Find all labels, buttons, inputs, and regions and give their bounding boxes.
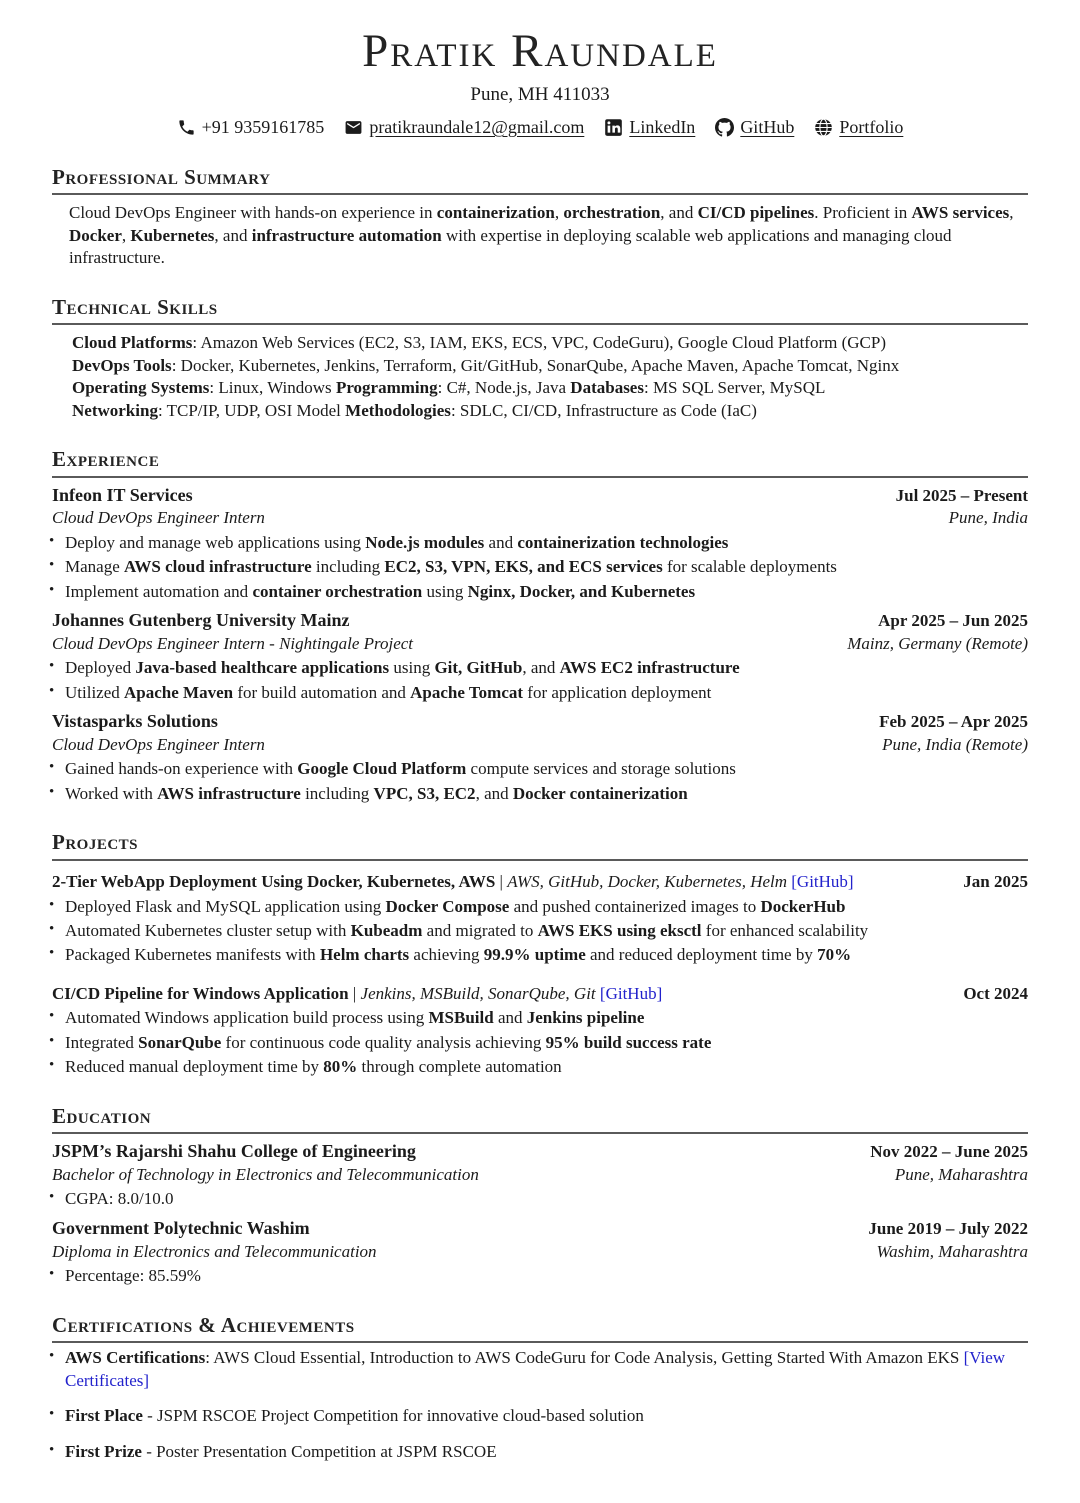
section-summary bbox=[52, 164, 1028, 270]
company-name: Vistasparks Solutions bbox=[52, 711, 218, 732]
degree-name: Diploma in Electronics and Telecommunication bbox=[52, 1241, 377, 1261]
list-item: • Deployed Java-based healthcare applications using Git, GitHub, and AWS EC2 infrastructure bbox=[46, 657, 1028, 679]
list-item: • Worked with AWS infrastructure including VPC, S3, EC2, and Docker containerization bbox=[46, 783, 1028, 805]
list-item: • Automated Windows application build process using MSBuild and Jenkins pipeline bbox=[46, 1007, 1028, 1029]
date-range: Feb 2025 – Apr 2025 bbox=[879, 712, 1028, 732]
email-icon bbox=[344, 118, 363, 137]
phone-number: +91 9359161785 bbox=[201, 116, 325, 137]
contact-row bbox=[52, 116, 1028, 140]
date-range: Oct 2024 bbox=[963, 983, 1028, 1003]
job-location: Mainz, Germany (Remote) bbox=[847, 633, 1028, 653]
list-item: • Gained hands-on experience with Google Cloud Platform compute services and storage solutions bbox=[46, 758, 1028, 780]
experience-entry bbox=[52, 484, 1028, 604]
linkedin-link[interactable]: LinkedIn bbox=[629, 116, 696, 137]
projects-heading: Projects bbox=[52, 829, 1028, 861]
experience-entry bbox=[52, 710, 1028, 805]
education-bullets bbox=[46, 1265, 1028, 1287]
job-title: Cloud DevOps Engineer Intern bbox=[52, 735, 265, 755]
school-name: Government Polytechnic Washim bbox=[52, 1217, 310, 1238]
summary-text: Cloud DevOps Engineer with hands-on experience in containerization, orchestration, and CI/CD pipelines. Proficient in AWS services, Docker, Kubernetes, and infrastructure automation with expertise in deploying scalable web applications and managing cloud infrastructure. bbox=[69, 203, 1014, 268]
linkedin-icon bbox=[604, 118, 623, 137]
list-item: • Implement automation and container orchestration using Nginx, Docker, and Kubernetes bbox=[46, 581, 1028, 603]
job-title: Cloud DevOps Engineer Intern - Nightingale Project bbox=[52, 633, 414, 653]
list-item: • Automated Kubernetes cluster setup with Kubeadm and migrated to AWS EKS using eksctl for enhanced scalability bbox=[46, 920, 1028, 942]
project-title: CI/CD Pipeline for Windows Application | Jenkins, MSBuild, SonarQube, Git [GitHub] bbox=[52, 983, 663, 1003]
project-entry bbox=[52, 983, 1028, 1079]
list-item: • CGPA: 8.0/10.0 bbox=[46, 1188, 1028, 1210]
section-experience bbox=[52, 446, 1028, 805]
skills-row-networking: Networking: TCP/IP, UDP, OSI Model Methodologies: SDLC, CI/CD, Infrastructure as Code (IaC) bbox=[72, 400, 757, 420]
globe-icon bbox=[814, 118, 833, 137]
experience-bullets bbox=[46, 532, 1028, 603]
list-item: • Deploy and manage web applications using Node.js modules and containerization technologies bbox=[46, 532, 1028, 554]
job-location: Pune, India bbox=[948, 508, 1028, 528]
list-item: • Percentage: 85.59% bbox=[46, 1265, 1028, 1287]
location-line: Pune, MH 411033 bbox=[470, 83, 610, 105]
skills-row-os-programming: Operating Systems: Linux, Windows Programming: C#, Node.js, Java Databases: MS SQL Server, MySQL bbox=[72, 378, 826, 398]
education-heading: Education bbox=[52, 1103, 1028, 1135]
education-bullets bbox=[46, 1188, 1028, 1210]
experience-bullets bbox=[46, 657, 1028, 704]
section-education bbox=[52, 1103, 1028, 1288]
date-range: Apr 2025 – Jun 2025 bbox=[878, 611, 1028, 631]
school-location: Pune, Maharashtra bbox=[894, 1165, 1028, 1185]
date-range: Jan 2025 bbox=[963, 872, 1028, 892]
project-title: 2-Tier WebApp Deployment Using Docker, Kubernetes, AWS | AWS, GitHub, Docker, Kubernetes, Helm [GitHub] bbox=[52, 872, 854, 892]
certifications-heading: Certifications & Achievements bbox=[52, 1312, 1028, 1344]
company-name: Infeon IT Services bbox=[52, 484, 193, 505]
github-icon bbox=[715, 118, 734, 137]
contact-email[interactable] bbox=[344, 116, 584, 140]
skills-heading: Technical Skills bbox=[52, 294, 1028, 326]
contact-linkedin[interactable] bbox=[604, 116, 695, 140]
list-item: • Reduced manual deployment time by 80% through complete automation bbox=[46, 1056, 1028, 1078]
degree-name: Bachelor of Technology in Electronics and Telecommunication bbox=[52, 1165, 479, 1185]
contact-portfolio[interactable] bbox=[814, 116, 903, 140]
list-item: • Utilized Apache Maven for build automation and Apache Tomcat for application deployment bbox=[46, 682, 1028, 704]
list-item: • First Place - JSPM RSCOE Project Competition for innovative cloud-based solution bbox=[46, 1405, 1028, 1427]
project-bullets bbox=[46, 1007, 1028, 1078]
experience-entry bbox=[52, 609, 1028, 704]
page-title: Pratik Raundale bbox=[362, 25, 718, 77]
job-location: Pune, India (Remote) bbox=[882, 735, 1028, 755]
school-location: Washim, Maharashtra bbox=[876, 1241, 1028, 1261]
phone-icon bbox=[177, 118, 196, 137]
company-name: Johannes Gutenberg University Mainz bbox=[52, 610, 350, 631]
skills-row-devops: DevOps Tools: Docker, Kubernetes, Jenkins, Terraform, Git/GitHub, SonarQube, Apache Maven, Apache Tomcat, Nginx bbox=[72, 355, 900, 375]
school-name: JSPM’s Rajarshi Shahu College of Engineering bbox=[52, 1141, 416, 1162]
contact-github[interactable] bbox=[715, 116, 794, 140]
job-title: Cloud DevOps Engineer Intern bbox=[52, 508, 265, 528]
section-certifications bbox=[52, 1312, 1028, 1463]
certifications-bullets bbox=[46, 1347, 1028, 1463]
education-entry bbox=[52, 1217, 1028, 1288]
inline-link[interactable]: [GitHub] bbox=[595, 983, 663, 1003]
list-item: • AWS Certifications: AWS Cloud Essential, Introduction to AWS CodeGuru for Code Analysis, Getting Started With Amazon EKS [View Certificates] bbox=[46, 1347, 1028, 1392]
email-link[interactable]: pratikraundale12@gmail.com bbox=[369, 116, 585, 137]
list-item: • First Prize - Poster Presentation Competition at JSPM RSCOE bbox=[46, 1441, 1028, 1463]
skills-row-cloud: Cloud Platforms: Amazon Web Services (EC2, S3, IAM, EKS, ECS, VPC, CodeGuru), Google Cloud Platform (GCP) bbox=[72, 333, 886, 353]
date-range: June 2019 – July 2022 bbox=[868, 1218, 1028, 1238]
inline-link[interactable]: [View Certificates] bbox=[65, 1348, 1006, 1390]
experience-bullets bbox=[46, 758, 1028, 805]
project-entry bbox=[52, 871, 1028, 967]
experience-heading: Experience bbox=[52, 446, 1028, 478]
education-entry bbox=[52, 1140, 1028, 1211]
section-skills bbox=[52, 294, 1028, 422]
list-item: • Integrated SonarQube for continuous code quality analysis achieving 95% build success rate bbox=[46, 1032, 1028, 1054]
contact-phone bbox=[177, 116, 325, 140]
inline-link[interactable]: [GitHub] bbox=[787, 872, 854, 892]
list-item: • Packaged Kubernetes manifests with Helm charts achieving 99.9% uptime and reduced deployment time by 70% bbox=[46, 944, 1028, 966]
date-range: Jul 2025 – Present bbox=[895, 485, 1028, 505]
list-item: • Manage AWS cloud infrastructure including EC2, S3, VPN, EKS, and ECS services for scalable deployments bbox=[46, 556, 1028, 578]
summary-heading: Professional Summary bbox=[52, 164, 1028, 196]
resume-header bbox=[52, 26, 1028, 140]
project-bullets bbox=[46, 896, 1028, 967]
portfolio-link[interactable]: Portfolio bbox=[839, 116, 904, 137]
github-link[interactable]: GitHub bbox=[740, 116, 795, 137]
date-range: Nov 2022 – June 2025 bbox=[870, 1142, 1028, 1162]
section-projects bbox=[52, 829, 1028, 1078]
list-item: • Deployed Flask and MySQL application using Docker Compose and pushed containerized images to DockerHub bbox=[46, 896, 1028, 918]
